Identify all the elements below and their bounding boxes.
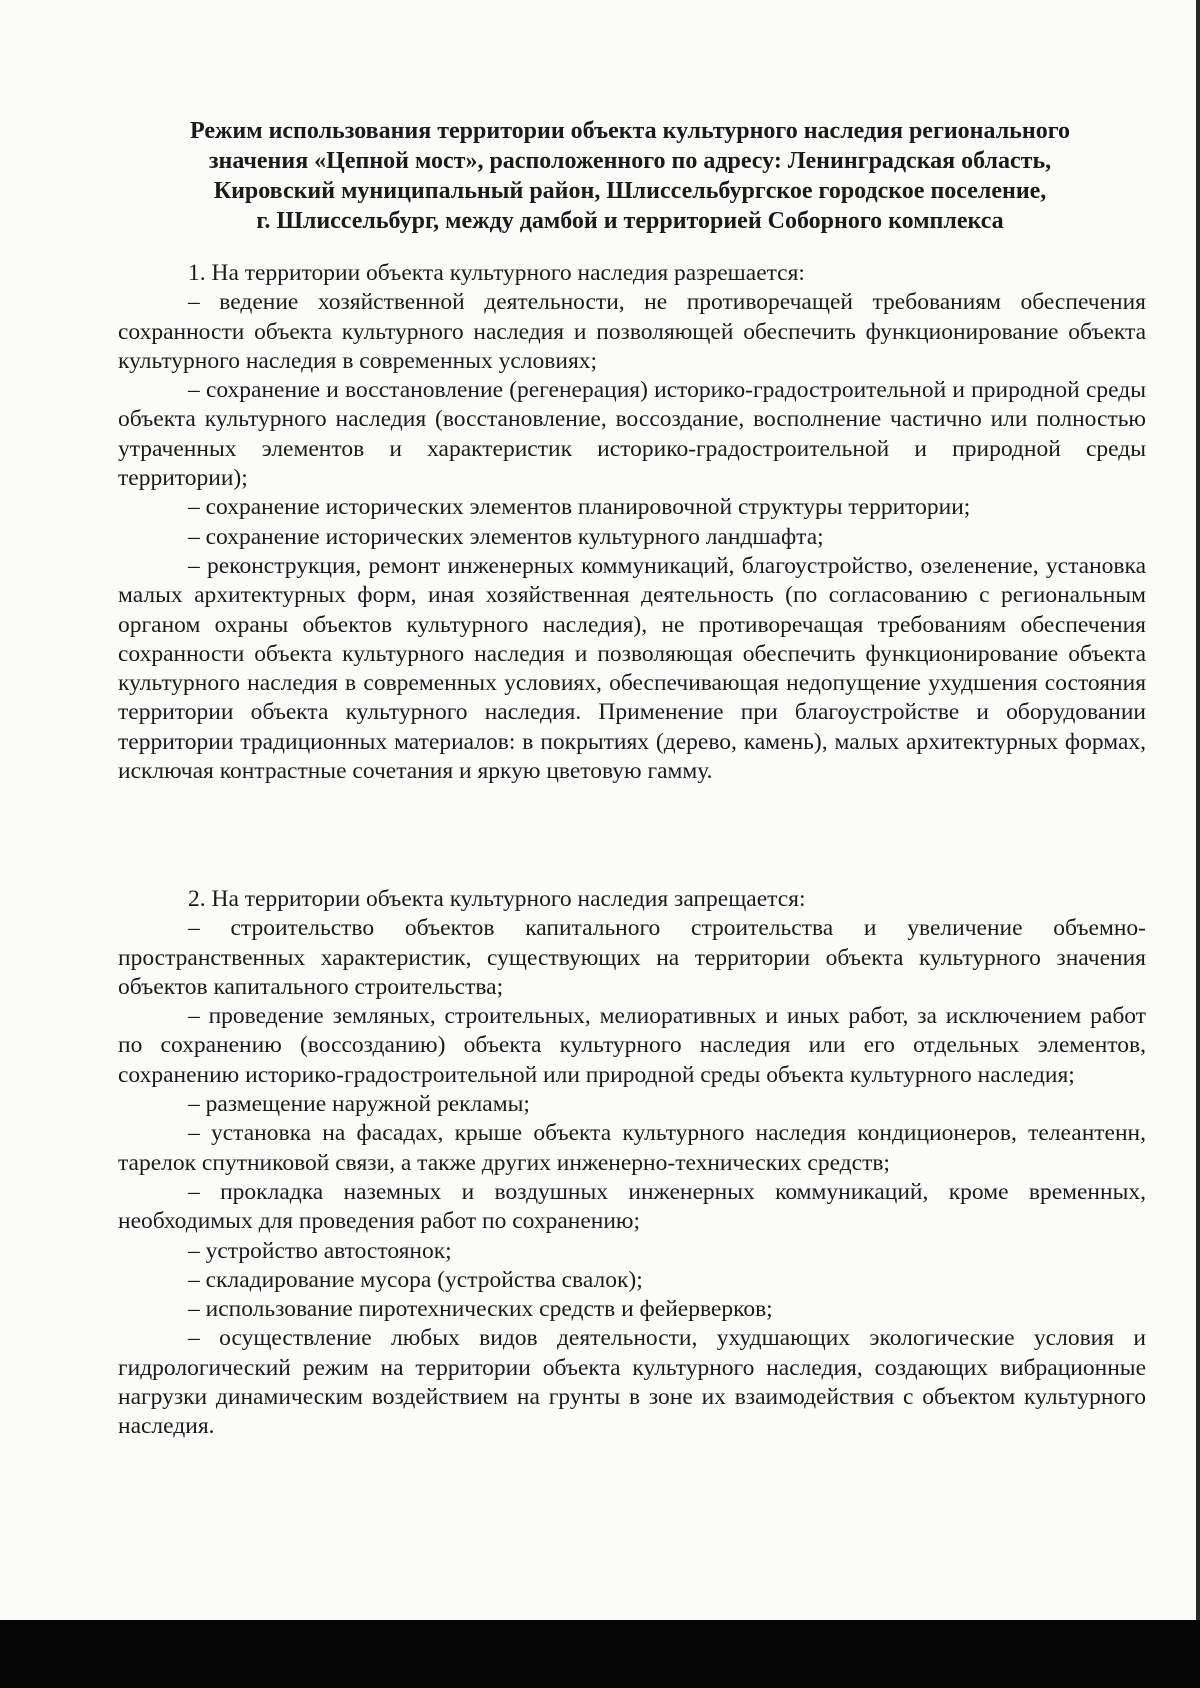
list-item: – ведение хозяйственной деятельности, не противоречащей требованиям обеспечения сохранности объекта культурного наследия и позволяющей обеспечить функционирование объекта культурного наследия в современных условиях;: [118, 289, 1146, 374]
scan-bottom-border: [0, 1620, 1200, 1688]
list-item: – проведение земляных, строительных, мелиоративных и иных работ, за исключением работ по сохранению (воссозданию) объекта культурного наследия или его отдельных элементов, сохранению историко-градостроительной или природной среды объекта культурного наследия;: [118, 1003, 1146, 1088]
section-prohibited: [118, 885, 1146, 1442]
section-permitted: [118, 259, 1146, 786]
title-line: значения «Цепной мост», расположенного по адресу: Ленинградская область,: [208, 148, 1052, 174]
list-item: – сохранение исторических элементов культурного ландшафта;: [188, 523, 824, 550]
section-heading: 2. На территории объекта культурного наследия запрещается:: [188, 886, 806, 912]
document-title: [115, 116, 1145, 236]
list-item: – складирование мусора (устройства свалок);: [188, 1266, 643, 1293]
list-item: – осуществление любых видов деятельности, ухудшающих экологические условия и гидрологический режим на территории объекта культурного наследия, создающих вибрационные нагрузки динамическим воздействием на грунты в зоне их взаимодействия с объектом культурного наследия.: [118, 1325, 1146, 1440]
list-item: – размещение наружной рекламы;: [188, 1091, 530, 1118]
list-item: – установка на фасадах, крыше объекта культурного наследия кондиционеров, телеантенн, тарелок спутниковой связи, а также других инженерно-технических средств;: [118, 1120, 1146, 1176]
list-item: – устройство автостоянок;: [188, 1237, 452, 1264]
title-line: Режим использования территории объекта культурного наследия регионального: [190, 118, 1070, 144]
list-item: – прокладка наземных и воздушных инженерных коммуникаций, кроме временных, необходимых для проведения работ по сохранению;: [118, 1178, 1146, 1235]
list-item: – сохранение исторических элементов планировочной структуры территории;: [188, 494, 971, 521]
title-line: Кировский муниципальный район, Шлиссельбургское городское поселение,: [213, 178, 1047, 204]
scan-edge-shadow: [1196, 0, 1200, 1620]
list-item: – реконструкция, ремонт инженерных коммуникаций, благоустройство, озеленение, установка малых архитектурных форм, иная хозяйственная деятельность (по согласованию с региональным органом охраны объектов культурного наследия), не противоречащая требованиям обеспечения сохранности объекта культурного наследия и позволяющая обеспечить функционирование объекта культурного наследия в современных условиях, обеспечивающая недопущение ухудшения состояния территории объекта культурного наследия. Применение при благоустройстве и оборудовании территории традиционных материалов: в покрытиях (дерево, камень), малых архитектурных формах, исключая контрастные сочетания и яркую цветовую гамму.: [118, 552, 1146, 785]
title-line: г. Шлиссельбург, между дамбой и территорией Соборного комплекса: [256, 208, 1004, 234]
list-item: – сохранение и восстановление (регенерация) историко-градостроительной и природной среды объекта культурного наследия (восстановление, воссоздание, восполнение частично или полностью утраченных элементов и характеристик историко-градостроительной и природной среды территории);: [118, 377, 1146, 492]
list-item: – строительство объектов капитального строительства и увеличение объемно-пространственных характеристик, существующих на территории объекта культурного значения объектов капитального строительства;: [118, 915, 1146, 1000]
section-heading: 1. На территории объекта культурного наследия разрешается:: [188, 260, 805, 286]
list-item: – использование пиротехнических средств и фейерверков;: [188, 1296, 773, 1323]
